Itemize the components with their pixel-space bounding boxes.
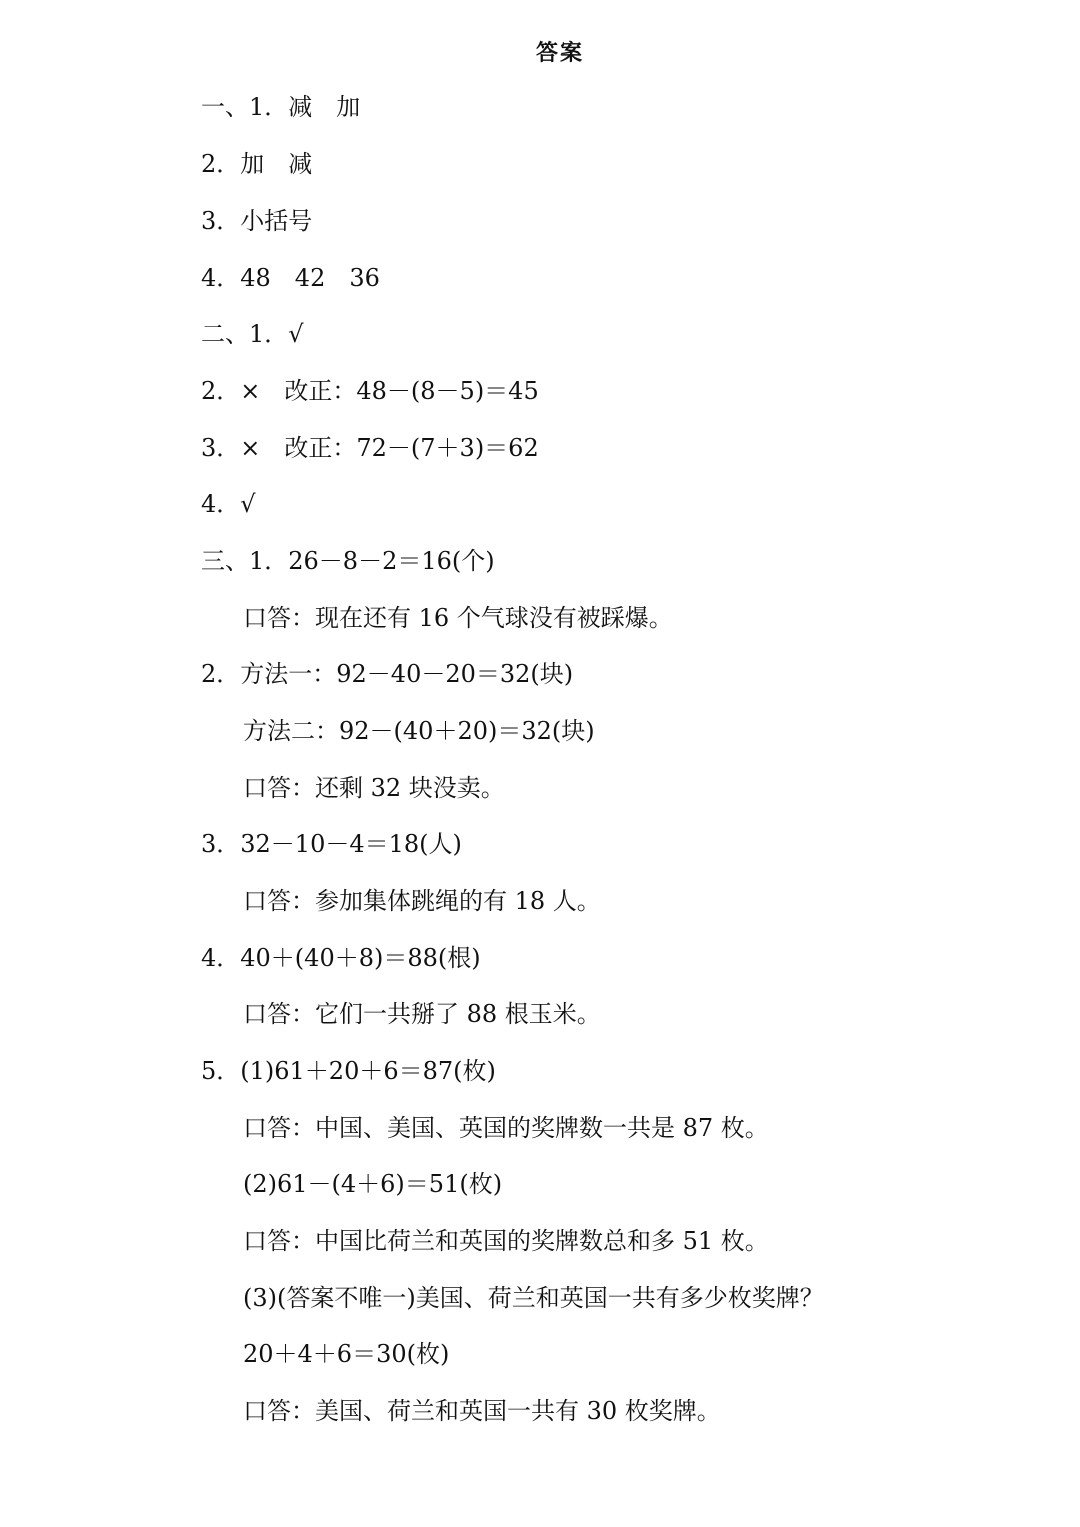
page-title: 答案: [535, 40, 584, 66]
answer-line: 口答：美国、荷兰和英国一共有 30 枚奖牌。: [243, 1397, 721, 1425]
answer-line: 4．√: [201, 490, 256, 518]
answer-line: (3)(答案不唯一)美国、荷兰和英国一共有多少枚奖牌？: [243, 1284, 824, 1312]
answer-line: 3．小括号: [201, 207, 313, 235]
answer-line: 5．(1)61＋20＋6＝87(枚): [201, 1057, 496, 1085]
answer-line: 20＋4＋6＝30(枚): [243, 1340, 450, 1368]
answer-line: (2)61－(4＋6)＝51(枚): [243, 1170, 503, 1198]
answer-line: 方法二：92－(40＋20)＝32(块): [243, 717, 595, 745]
answer-line: 4．48 42 36: [201, 264, 380, 292]
answer-line: 口答：它们一共掰了 88 根玉米。: [243, 1000, 601, 1028]
answer-line: 2．方法一：92－40－20＝32(块): [201, 660, 574, 688]
answer-line: 3．× 改正：72－(7＋3)＝62: [201, 434, 539, 462]
answer-line: 3．32－10－4＝18(人): [201, 830, 462, 858]
answer-line: 口答：中国、美国、英国的奖牌数一共是 87 枚。: [243, 1114, 769, 1142]
answer-line: 一、1．减 加: [201, 93, 361, 121]
answer-line: 二、1．√: [201, 320, 304, 348]
answer-line: 口答：还剩 32 块没卖。: [243, 774, 505, 802]
answer-line: 口答：参加集体跳绳的有 18 人。: [243, 887, 601, 915]
answer-line: 4．40＋(40＋8)＝88(根): [201, 944, 481, 972]
answer-line: 口答：现在还有 16 个气球没有被踩爆。: [243, 604, 673, 632]
answer-line: 口答：中国比荷兰和英国的奖牌数总和多 51 枚。: [243, 1227, 769, 1255]
answer-line: 三、1．26－8－2＝16(个): [201, 547, 495, 575]
answer-line: 2．加 减: [201, 150, 313, 178]
answer-line: 2．× 改正：48－(8－5)＝45: [201, 377, 539, 405]
